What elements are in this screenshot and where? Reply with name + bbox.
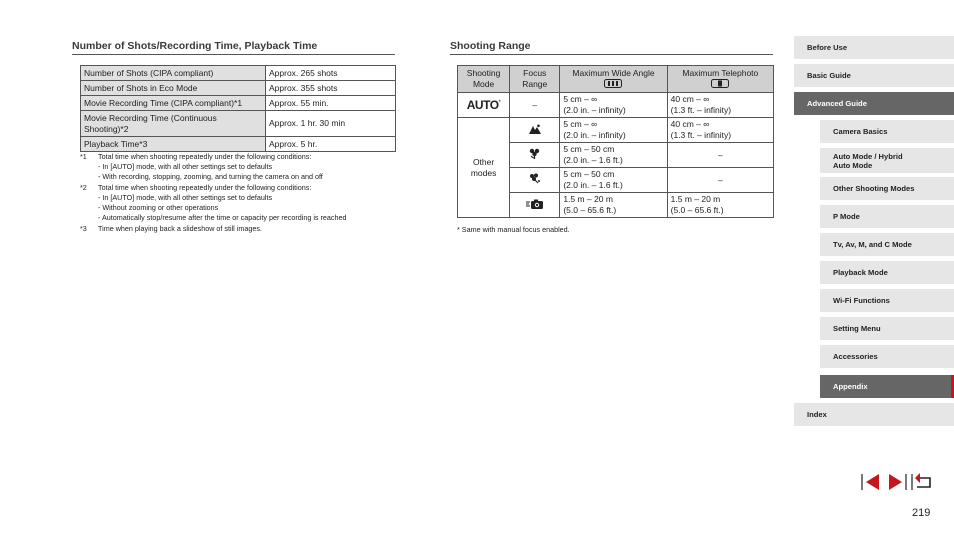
table-row bbox=[81, 137, 396, 152]
section-title-range: Shooting Range bbox=[450, 40, 773, 55]
footnote-mark: *1 bbox=[80, 152, 87, 161]
cell-line: 40 cm – ∞ bbox=[670, 94, 710, 104]
nav-label: Wi-Fi Functions bbox=[833, 296, 890, 305]
mountain-icon bbox=[529, 124, 541, 134]
range-table bbox=[457, 65, 774, 218]
cell-line: 40 cm – ∞ bbox=[670, 119, 710, 129]
cell-line: 5 cm – 50 cm bbox=[563, 169, 615, 179]
tele-cell bbox=[667, 193, 773, 218]
other-modes-label: Other modes bbox=[470, 156, 497, 178]
row-label: Playback Time*3 bbox=[81, 137, 266, 152]
nav-label: Basic Guide bbox=[807, 71, 851, 80]
cell-line: 1.5 m – 20 m bbox=[563, 194, 613, 204]
nav-label: P Mode bbox=[833, 212, 860, 221]
table-header-row bbox=[458, 66, 774, 93]
nav-item-before-use[interactable] bbox=[794, 36, 954, 59]
nav-item-advanced-guide[interactable] bbox=[794, 92, 954, 115]
tele-cell: – bbox=[667, 168, 773, 193]
auto-label: AUTO bbox=[466, 98, 499, 112]
row-value: Approx. 5 hr. bbox=[266, 137, 396, 152]
focus-cell: – bbox=[510, 93, 560, 118]
col-header: Focus Range bbox=[510, 66, 560, 93]
nav-label: Auto Mode / Hybrid Auto Mode bbox=[833, 151, 903, 170]
row-label: Number of Shots in Eco Mode bbox=[81, 81, 266, 96]
wide-cell bbox=[560, 143, 667, 168]
nav-item-wifi-functions[interactable] bbox=[820, 289, 954, 312]
wide-angle-icon bbox=[604, 79, 622, 88]
table-row bbox=[458, 118, 774, 143]
nav-item-basic-guide[interactable] bbox=[794, 64, 954, 87]
nav-label: Advanced Guide bbox=[807, 99, 867, 108]
wide-cell bbox=[560, 118, 667, 143]
telephoto-icon bbox=[711, 79, 729, 88]
infinity-camera-icon bbox=[526, 199, 544, 209]
nav-item-tv-av-m-c-mode[interactable] bbox=[820, 233, 954, 256]
focus-cell bbox=[510, 118, 560, 143]
nav-item-index[interactable] bbox=[794, 403, 954, 426]
next-page-button[interactable] bbox=[886, 472, 908, 492]
row-label: Movie Recording Time (Continuous Shooting)*2 bbox=[81, 111, 266, 137]
footnote-line: Time when playing back a slideshow of still images. bbox=[98, 224, 262, 233]
wide-cell bbox=[560, 93, 667, 118]
shots-table bbox=[80, 65, 396, 152]
manual-focus-icon bbox=[529, 173, 541, 184]
footnote-line: Total time when shooting repeatedly under the following conditions: bbox=[98, 152, 312, 161]
row-value: Approx. 55 min. bbox=[266, 96, 396, 111]
auto-sup: * bbox=[498, 100, 501, 106]
footnote-mark: *2 bbox=[80, 183, 87, 192]
nav-label: Tv, Av, M, and C Mode bbox=[833, 240, 912, 249]
tele-cell bbox=[667, 93, 773, 118]
nav-item-appendix[interactable] bbox=[820, 375, 954, 398]
prev-page-button[interactable] bbox=[860, 472, 882, 492]
nav-item-setting-menu[interactable] bbox=[820, 317, 954, 340]
row-value: Approx. 355 shots bbox=[266, 81, 396, 96]
cell-line: (2.0 in. – 1.6 ft.) bbox=[563, 180, 623, 190]
cell-line: (2.0 in. – infinity) bbox=[563, 130, 626, 140]
mode-cell-other bbox=[458, 118, 510, 218]
footnote-line: Total time when shooting repeatedly under the following conditions: bbox=[98, 183, 312, 192]
nav-item-p-mode[interactable] bbox=[820, 205, 954, 228]
nav-label: Accessories bbox=[833, 352, 878, 361]
back-button[interactable] bbox=[911, 472, 933, 492]
tele-cell bbox=[667, 118, 773, 143]
auto-mode-icon bbox=[467, 98, 501, 112]
cell-line: (1.3 ft. – infinity) bbox=[670, 105, 732, 115]
col-header-tele bbox=[667, 66, 773, 93]
mode-cell-auto bbox=[458, 93, 510, 118]
footnote-line: - Without zooming or other operations bbox=[98, 203, 219, 212]
nav-item-other-shooting-modes[interactable] bbox=[820, 177, 954, 200]
nav-label: Playback Mode bbox=[833, 268, 888, 277]
nav-item-accessories[interactable] bbox=[820, 345, 954, 368]
wide-cell bbox=[560, 168, 667, 193]
cell-line: 1.5 m – 20 m bbox=[670, 194, 721, 204]
cell-line: (5.0 – 65.6 ft.) bbox=[670, 205, 724, 215]
footnote-line: - In [AUTO] mode, with all other settings set to defaults bbox=[98, 162, 273, 171]
cell-line: (1.3 ft. – infinity) bbox=[670, 130, 732, 140]
table-row bbox=[458, 93, 774, 118]
cell-line: (2.0 in. – infinity) bbox=[563, 105, 626, 115]
footnote-line: - With recording, stopping, zooming, and turning the camera on and off bbox=[98, 172, 323, 181]
nav-label: Before Use bbox=[807, 43, 848, 52]
cell-line: 5 cm – 50 cm bbox=[563, 144, 615, 154]
focus-cell bbox=[510, 193, 560, 218]
col-header-wide bbox=[560, 66, 667, 93]
nav-label: Camera Basics bbox=[833, 127, 888, 136]
page-number: 219 bbox=[912, 507, 931, 519]
nav-label: Other Shooting Modes bbox=[833, 184, 915, 193]
table-row bbox=[81, 66, 396, 81]
macro-icon bbox=[529, 148, 540, 159]
table-row bbox=[81, 81, 396, 96]
footnote-line: - In [AUTO] mode, with all other settings set to defaults bbox=[98, 193, 273, 202]
wide-cell bbox=[560, 193, 667, 218]
cell-line: 5 cm – ∞ bbox=[563, 119, 598, 129]
row-value: Approx. 265 shots bbox=[266, 66, 396, 81]
nav-item-auto-mode[interactable] bbox=[820, 148, 954, 173]
col-header-label: Maximum Wide Angle bbox=[572, 67, 655, 78]
col-header: Shooting Mode bbox=[458, 66, 510, 93]
nav-label: Index bbox=[807, 410, 827, 419]
cell-line: (2.0 in. – 1.6 ft.) bbox=[563, 155, 623, 165]
table-row bbox=[81, 111, 396, 137]
row-label: Movie Recording Time (CIPA compliant)*1 bbox=[81, 96, 266, 111]
row-value: Approx. 1 hr. 30 min bbox=[266, 111, 396, 137]
row-label: Number of Shots (CIPA compliant) bbox=[81, 66, 266, 81]
tele-cell: – bbox=[667, 143, 773, 168]
footnote-line: - Automatically stop/resume after the time or capacity per recording is reached bbox=[98, 213, 347, 222]
focus-cell bbox=[510, 143, 560, 168]
cell-line: 5 cm – ∞ bbox=[563, 94, 598, 104]
focus-cell bbox=[510, 168, 560, 193]
nav-item-camera-basics[interactable] bbox=[820, 120, 954, 143]
footnote-mark: *3 bbox=[80, 224, 87, 233]
range-note: * Same with manual focus enabled. bbox=[457, 225, 570, 234]
table-row bbox=[81, 96, 396, 111]
col-header-label: Maximum Telephoto bbox=[682, 67, 759, 78]
section-title-shots: Number of Shots/Recording Time, Playback Time bbox=[72, 40, 395, 55]
nav-item-playback-mode[interactable] bbox=[820, 261, 954, 284]
nav-label: Appendix bbox=[833, 382, 868, 391]
nav-label: Setting Menu bbox=[833, 324, 881, 333]
cell-line: (5.0 – 65.6 ft.) bbox=[563, 205, 617, 215]
